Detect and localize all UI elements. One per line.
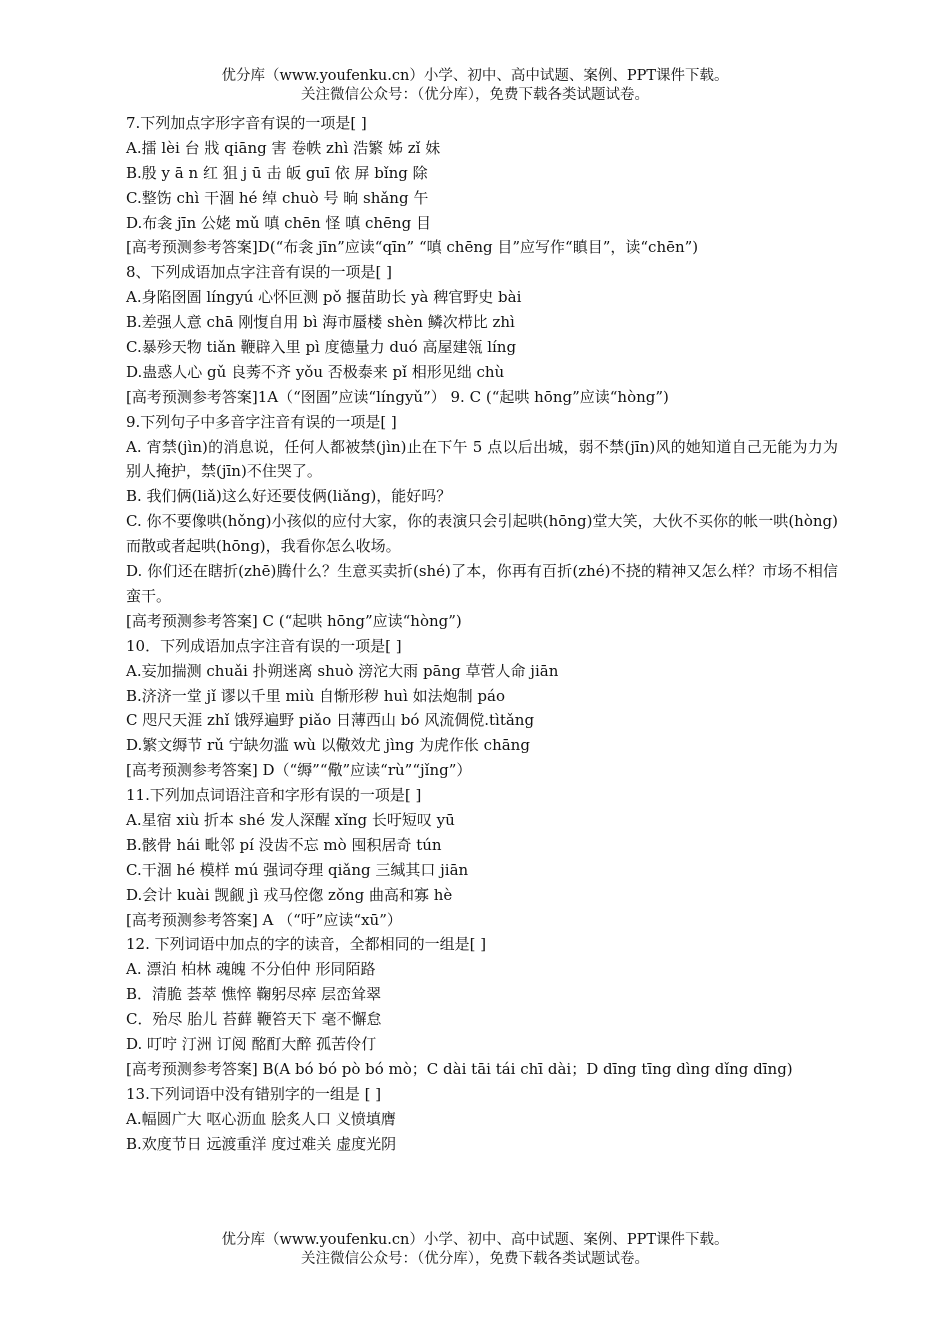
question-11-option-a: A.星宿 xiù 折本 shé 发人深醒 xǐng 长吁短叹 yū bbox=[126, 811, 455, 830]
header-line-1: 优分库（www.youfenku.cn）小学、初中、高中试题、案例、PPT课件下载。 bbox=[221, 68, 729, 84]
question-13-stem: 13.下列词语中没有错别字的一组是 [ ] bbox=[126, 1084, 382, 1103]
question-9-option-b: B. 我们俩(liǎ)这么好还要伎俩(liǎng)，能好吗？ bbox=[126, 487, 452, 506]
page-footer bbox=[0, 1231, 950, 1269]
question-8-option-c: C.暴殄天物 tiǎn 鞭辟入里 pì 度德量力 duó 高屋建瓴 líng bbox=[126, 338, 517, 357]
question-9-answer: [高考预测参考答案] C (“起哄 hōng”应读“hòng”) bbox=[126, 611, 462, 630]
question-13-option-a: A.幅圆广大 呕心沥血 脍炙人口 义愤填膺 bbox=[126, 1109, 396, 1128]
question-9-stem: 9.下列句子中多音字注音有误的一项是[ ] bbox=[126, 412, 397, 431]
footer-line-2: 关注微信公众号：（优分库），免费下载各类试题试卷。 bbox=[301, 1251, 649, 1267]
question-10-option-a: A.妄加揣测 chuǎi 扑朔迷离 shuò 滂沱大雨 pāng 草菅人命 jiān bbox=[126, 661, 559, 680]
question-7-stem: 7.下列加点字形字音有误的一项是[ ] bbox=[126, 114, 367, 132]
document-body bbox=[114, 111, 838, 1157]
question-8-option-a: A.身陷囹圄 língyú 心怀叵测 pǒ 揠苗助长 yà 稗官野史 bài bbox=[126, 288, 522, 307]
question-8-stem: 8、下列成语加点字注音有误的一项是[ ] bbox=[126, 263, 393, 282]
footer-line-1: 优分库（www.youfenku.cn）小学、初中、高中试题、案例、PPT课件下载。 bbox=[221, 1232, 729, 1248]
question-8-answer: [高考预测参考答案]1A（“囹圄”应读“língyǔ”） 9. C (“起哄 hōng”应读“hòng”) bbox=[126, 387, 669, 406]
question-10-option-c: C 咫尺天涯 zhǐ 饿殍遍野 piǎo 日薄西山 bó 风流倜傥.tìtǎng bbox=[126, 711, 535, 730]
question-9-option-d: D. 你们还在瞎折(zhē)腾什么？生意买卖折(shé)了本，你再有百折(zhé)不挠的精神又怎么样？市场不相信蛮干。 bbox=[126, 562, 838, 605]
question-11-option-d: D.会计 kuài 觊觎 jì 戎马倥偬 zǒng 曲高和寡 hè bbox=[126, 885, 453, 904]
question-11-option-c: C.干涸 hé 模样 mú 强词夺理 qiǎng 三缄其口 jiān bbox=[126, 860, 469, 879]
question-10-option-d: D.繁文缛节 rǔ 宁缺勿滥 wù 以儆效尤 jìng 为虎作伥 chāng bbox=[126, 736, 530, 755]
question-12-option-c: C．殆尽 胎儿 苔藓 鞭笞天下 毫不懈怠 bbox=[126, 1010, 382, 1029]
question-7-option-a: A.擂 lèi 台 戕 qiāng 害 卷帙 zhì 浩繁 姊 zǐ 妹 bbox=[126, 138, 441, 157]
question-10-stem: 10．下列成语加点字注音有误的一项是[ ] bbox=[126, 636, 402, 655]
question-12-answer: [高考预测参考答案] B(A bó bó pò bó mò；C dài tāi tái chī dài；D dīng tīng dìng dǐng dīng) bbox=[126, 1059, 793, 1078]
question-10-answer: [高考预测参考答案] D（“缛”“儆”应读“rù”“jǐng”） bbox=[126, 761, 472, 780]
question-12-option-a: A. 漂泊 柏林 魂魄 不分伯仲 形同陌路 bbox=[126, 960, 376, 979]
question-8-option-b: B.差强人意 chā 刚愎自用 bì 海市蜃楼 shèn 鳞次栉比 zhì bbox=[126, 313, 515, 332]
question-12-option-d: D. 叮咛 汀洲 订阅 酩酊大醉 孤苦伶仃 bbox=[126, 1035, 377, 1054]
question-12-stem: 12. 下列词语中加点的字的读音，全都相同的一组是[ ] bbox=[126, 935, 487, 954]
question-7-answer: [高考预测参考答案]D(“布衾 jīn”应读“qīn” “嗔 chēng 目”应写作“瞋目”，读“chēn”) bbox=[126, 238, 699, 257]
page-header bbox=[0, 67, 950, 105]
question-12-option-b: B．清脆 荟萃 憔悴 鞠躬尽瘁 层峦耸翠 bbox=[126, 985, 382, 1004]
question-9-option-a: A. 宵禁(jìn)的消息说，任何人都被禁(jìn)止在下午 5 点以后出城，弱不禁(jīn)风的她知道自己无能为力为别人掩护，禁(jīn)不住哭了。 bbox=[126, 437, 838, 481]
question-11-stem: 11.下列加点词语注音和字形有误的一项是[ ] bbox=[126, 786, 422, 805]
question-10-option-b: B.济济一堂 jǐ 谬以千里 miù 自惭形秽 huì 如法炮制 páo bbox=[126, 686, 505, 705]
header-line-2: 关注微信公众号：（优分库），免费下载各类试题试卷。 bbox=[301, 87, 649, 103]
question-7-option-b: B.殷 y ā n 红 狙 j ū 击 皈 guī 依 屏 bǐng 除 bbox=[126, 163, 428, 182]
question-7-option-d: D.布衾 jīn 公姥 mǔ 嗔 chēn 怪 嗔 chēng 目 bbox=[126, 213, 431, 232]
question-9-option-c: C. 你不要像哄(hǒng)小孩似的应付大家，你的表演只会引起哄(hōng)堂大笑，大伙不买你的帐一哄(hòng)而散或者起哄(hōng)，我看你怎么收场。 bbox=[126, 512, 838, 556]
question-11-answer: [高考预测参考答案] A （“吁”应读“xū”） bbox=[126, 910, 402, 929]
question-11-option-b: B.骸骨 hái 毗邻 pí 没齿不忘 mò 囤积居奇 tún bbox=[126, 835, 442, 854]
question-13-option-b: B.欢度节日 远渡重洋 度过难关 虚度光阴 bbox=[126, 1134, 397, 1153]
question-8-option-d: D.蛊惑人心 gǔ 良莠不齐 yǒu 否极泰来 pǐ 相形见绌 chù bbox=[126, 362, 505, 381]
question-7-option-c: C.整饬 chì 干涸 hé 绰 chuò 号 晌 shǎng 午 bbox=[126, 188, 429, 207]
